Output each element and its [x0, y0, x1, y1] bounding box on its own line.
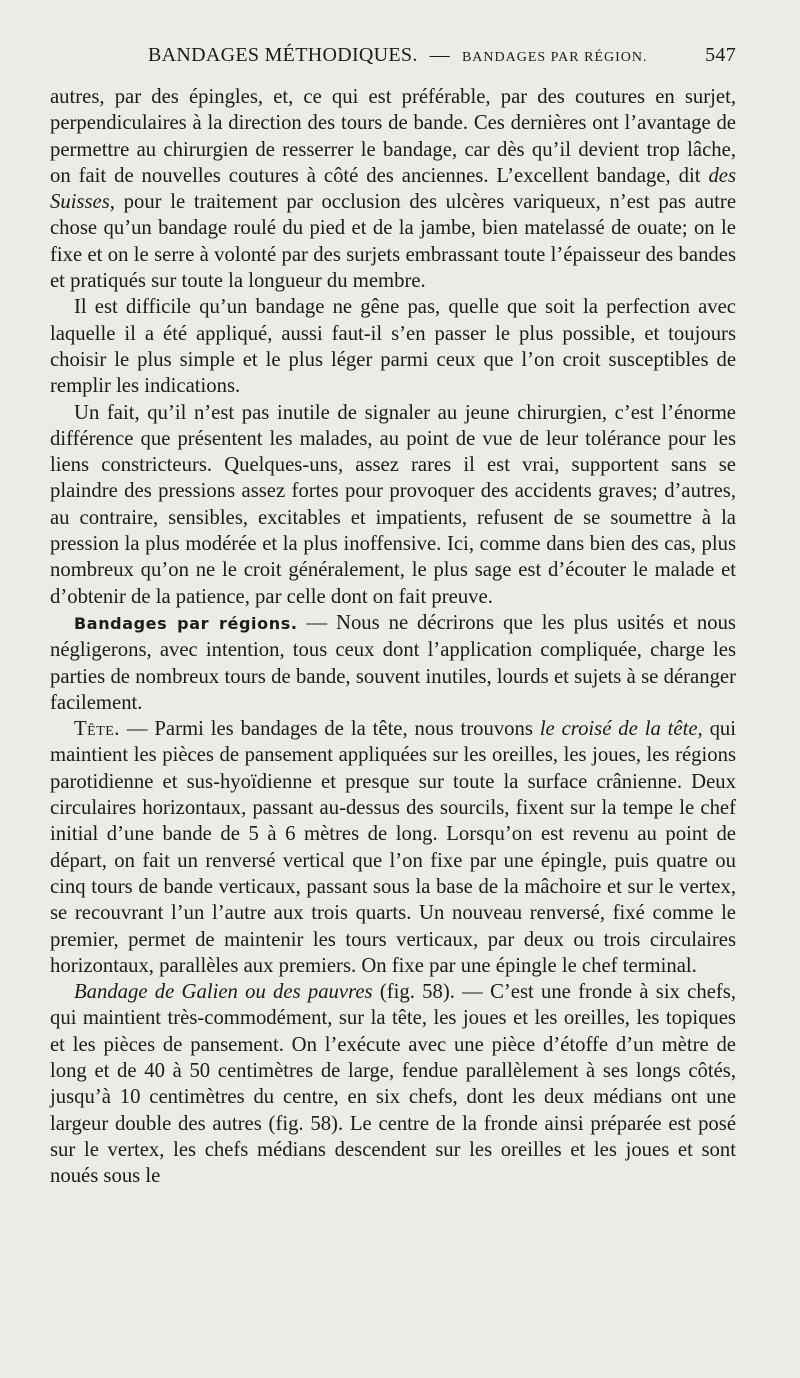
paragraph-1-text: autres, par des épingles, et, ce qui est préférable, par des coutures en surjet, perpendiculaires à la direction des tours de bande. Ces dernières ont l’avantage de permettre au chirurgien de resserrer le bandage, car dès qu’il devient trop lâche, on fait de nouvelles coutures à côté des anciennes. L’excellent bandage, dit [50, 86, 736, 187]
running-title [148, 44, 648, 67]
paragraph-1-italic: des Suisses [50, 164, 737, 214]
paragraph-4 [50, 610, 736, 716]
paragraph-4-text: — Nous ne décrirons que les plus usités et nous négligerons, avec intention, tous ceux dont l’application compliquée, charge les parties de nombreux tours de bande, souvent inutiles, lourds et sujets à se déranger facilement. [50, 611, 736, 714]
paragraph-1 [50, 84, 736, 294]
paragraph-1-end: , pour le traitement par occlusion des ulcères variqueux, n’est pas autre chose qu’un bandage roulé du pied et de la jambe, bien matelassé de ouate; on le fixe et on le serre à volonté par des surjets embrassant toute l’épaisseur des bandes et pratiqués sur toute la longueur du membre. [50, 191, 736, 293]
paragraph-5-text-a: — Parmi les bandages de la tête, nous trouvons [119, 718, 533, 741]
header-title: BANDAGES MÉTHODIQUES. [148, 44, 418, 66]
paragraph-6-text: (fig. 58). — C’est une fronde à six chefs, qui maintient très-commodément, sur la tête, les joues et les oreilles, les topiques et les pièces de pansement. On l’exécute avec une pièce d’étoffe d’un mètre de long et de 40 à 50 centimètres de large, fendue parallèlement à ses longs côtés, jusqu’à 10 centimètres du centre, en six chefs, dont les deux médians ont une largeur double des autres (fig. 58). Le centre de la fronde ainsi préparée est posé sur le vertex, les chefs médians descendent sur les oreilles et les joues et sont noués sous le [50, 981, 736, 1188]
header-subtitle: BANDAGES PAR RÉGION. [461, 50, 648, 65]
body-text [50, 84, 736, 1189]
running-header [148, 44, 736, 74]
section-heading-regions: Bandages par régions. [74, 613, 298, 633]
paragraph-5 [50, 716, 736, 979]
paragraph-2: Il est difficile qu’un bandage ne gêne pas, quelle que soit la perfection avec laquelle il a été appliqué, aussi faut-il s’en passer le plus possible, et toujours choisir le plus simple et le plus léger parmi ceux que l’on croit susceptibles de remplir les indications. [50, 296, 736, 398]
paragraph-3: Un fait, qu’il n’est pas inutile de signaler au jeune chirurgien, c’est l’énorme différence que présentent les malades, au point de vue de leur tolérance pour les liens constricteurs. Quelques-uns, assez rares il est vrai, supportent sans se plaindre des pressions assez fortes pour provoquer des accidents graves; d’autres, au contraire, sensibles, excitables et impatients, refusent de se soumettre à la pression la plus modérée et la plus inoffensive. Ici, comme dans bien des cas, plus nombreux qu’on ne le croit généralement, le plus sage est d’écouter le malade et d’obtenir de la patience, par celle dont on fait preuve. [50, 401, 736, 608]
paragraph-6 [50, 979, 736, 1189]
section-heading-tete: Tête. [74, 718, 120, 741]
header-dash: — [429, 44, 450, 66]
paragraph-6-italic: Bandage de Galien ou des pauvres [74, 981, 373, 1004]
page-number: 547 [705, 44, 736, 66]
paragraph-5-italic: le croisé de la tête [539, 718, 698, 741]
paragraph-5-text-b: , qui maintient les pièces de pansement appliquées sur les oreilles, les joues, les régions parotidienne et sus-hyoïdienne et presque sur toute la surface crânienne. Deux circulaires horizontaux, passant au-dessus des sourcils, fixent sur la tempe le chef initial d’une bande de 5 à 6 mètres de long. Lorsqu’on est revenu au point de départ, on fait un renversé vertical que l’on fixe par une épingle, puis quatre ou cinq tours de bande verticaux, passant sous la base de la mâchoire et sur le vertex, se recouvrant l’un l’autre aux trois quarts. Un nouveau renversé, fixé comme le premier, permet de maintenir les tours verticaux, par deux ou trois circulaires horizontaux, parallèles aux premiers. On fixe par une épingle le chef terminal. [50, 718, 737, 977]
